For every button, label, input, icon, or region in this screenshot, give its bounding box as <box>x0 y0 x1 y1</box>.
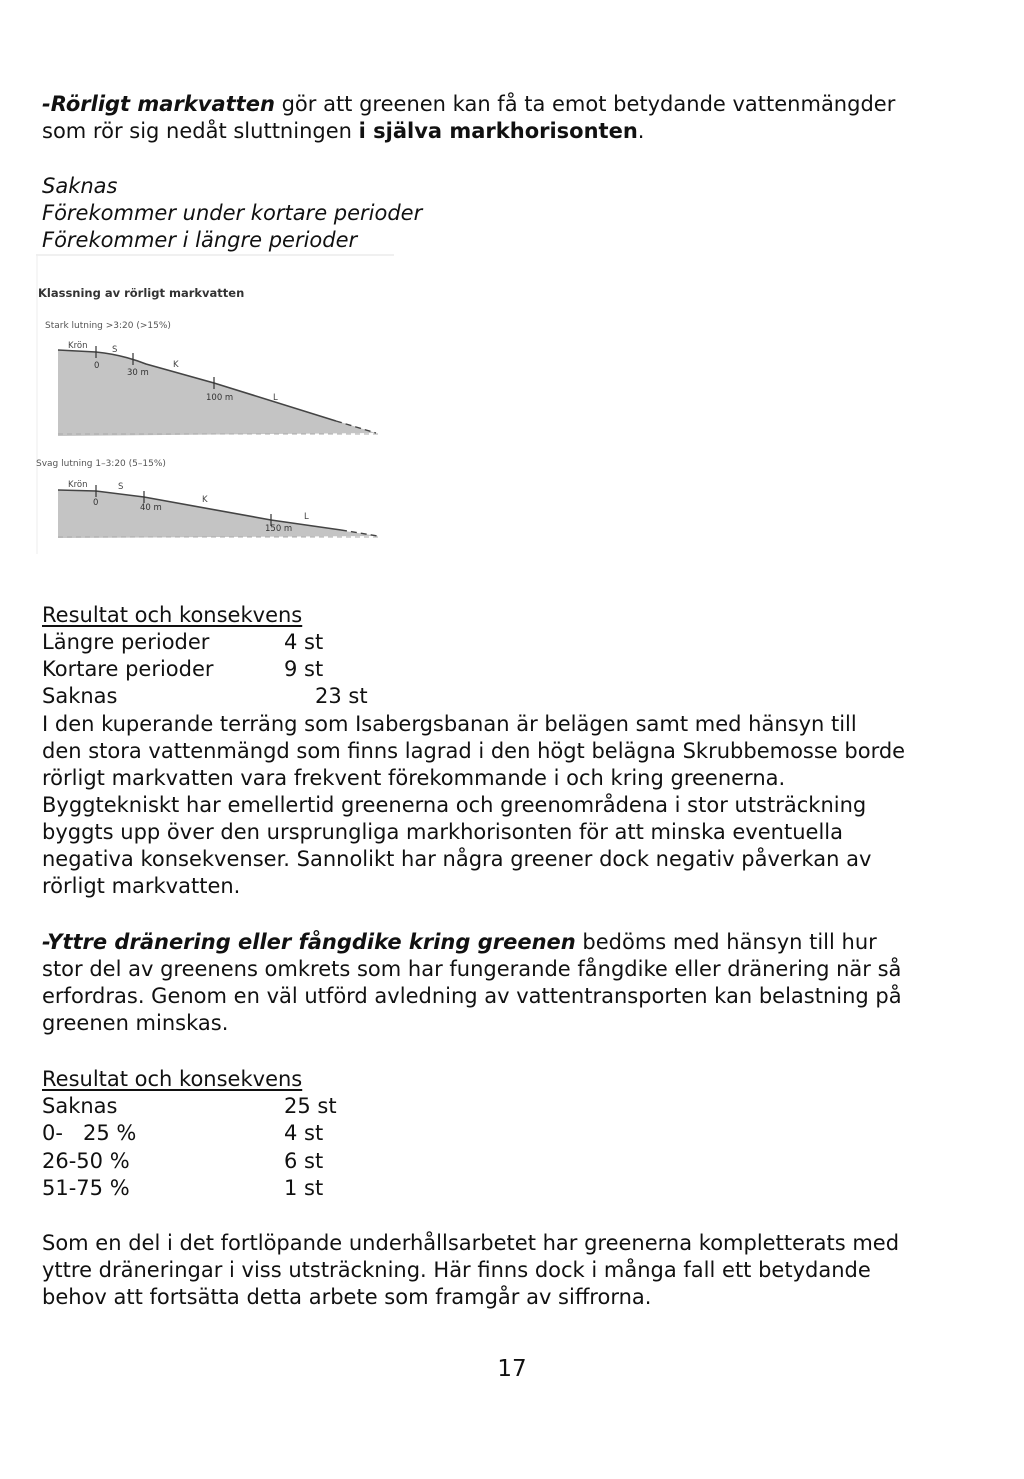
section2-line1-text: bedöms med hänsyn till hur <box>575 930 877 954</box>
result2-heading: Resultat och konsekvens <box>42 1067 303 1091</box>
result2-row-value: 1 st <box>284 1176 324 1200</box>
panel1-s: S <box>112 345 118 355</box>
section1-heading: -Rörligt markvatten <box>42 92 275 116</box>
section2-heading: -Yttre dränering eller fångdike kring greenen <box>42 930 576 954</box>
section2-line: greenen minskas. <box>42 1011 229 1035</box>
panel1-caption: Stark lutning >3:20 (>15%) <box>45 321 171 331</box>
result1-row-label: Längre perioder <box>42 630 210 654</box>
figure-svg <box>36 254 394 554</box>
option-saknas: Saknas <box>42 174 118 198</box>
section1-line2-text: som rör sig nedåt sluttningen <box>42 119 359 143</box>
section2-line: erfordras. Genom en väl utförd avledning av vattentransporten kan belastning på <box>42 984 902 1008</box>
panel1-zero: 0 <box>94 361 100 371</box>
section2-line: stor del av greenens omkrets som har fungerande fångdike eller dränering när så <box>42 957 902 981</box>
result1-heading: Resultat och konsekvens <box>42 603 303 627</box>
section1-line2-bold: i själva markhorisonten <box>358 119 638 143</box>
option-kortare: Förekommer under kortare perioder <box>42 201 423 225</box>
result1-paragraph-line: I den kuperande terräng som Isabergsbanan är belägen samt med hänsyn till <box>42 712 857 736</box>
result2-row-label: Saknas <box>42 1094 118 1118</box>
result2-row-label: 0- 25 % <box>42 1121 137 1145</box>
section1-line1-text: gör att greenen kan få ta emot betydande vattenmängder <box>274 92 896 116</box>
result1-paragraph-line: negativa konsekvenser. Sannolikt har några greener dock negativ påverkan av <box>42 847 872 871</box>
result2-row-value: 25 st <box>284 1094 337 1118</box>
page-number: 17 <box>497 1356 527 1382</box>
panel2-caption: Svag lutning 1–3:20 (5–15%) <box>36 459 166 469</box>
panel2-m1: 40 m <box>140 503 162 513</box>
result2-row-label: 26-50 % <box>42 1149 130 1173</box>
panel2-kron: Krön <box>68 480 88 490</box>
option-langre: Förekommer i längre perioder <box>42 228 358 252</box>
closing-line: yttre dräneringar i viss utsträckning. Här finns dock i många fall ett betydande <box>42 1258 871 1282</box>
panel1-k: K <box>173 360 179 370</box>
result1-paragraph-line: Byggtekniskt har emellertid greenerna och greenområdena i stor utsträckning <box>42 793 867 817</box>
result1-paragraph-line: rörligt markvatten. <box>42 874 241 898</box>
section1-line1 <box>42 91 895 118</box>
result1-row-label: Kortare perioder <box>42 657 214 681</box>
result1-row-value: 23 st <box>315 684 368 708</box>
slope-classification-figure <box>36 254 394 554</box>
closing-line: Som en del i det fortlöpande underhållsarbetet har greenerna kompletterats med <box>42 1231 900 1255</box>
panel2-zero: 0 <box>93 498 99 508</box>
panel1-m2: 100 m <box>206 393 234 403</box>
result1-paragraph-line: den stora vattenmängd som finns lagrad i den högt belägna Skrubbemosse borde <box>42 739 906 763</box>
result1-row-value: 9 st <box>284 657 324 681</box>
panel2-k: K <box>202 495 208 505</box>
result2-row-value: 4 st <box>284 1121 324 1145</box>
closing-line: behov att fortsätta detta arbete som framgår av siffrorna. <box>42 1285 652 1309</box>
result2-row-label: 51-75 % <box>42 1176 130 1200</box>
section2-line1 <box>42 929 877 956</box>
result1-row-label: Saknas <box>42 684 118 708</box>
section1-line2 <box>42 118 644 145</box>
result1-paragraph-line: byggts upp över den ursprungliga markhorisonten för att minska eventuella <box>42 820 843 844</box>
panel1-m1: 30 m <box>127 368 149 378</box>
panel1-kron: Krön <box>68 341 88 351</box>
panel2-l: L <box>304 512 309 522</box>
panel1-l: L <box>273 393 278 403</box>
result1-row-value: 4 st <box>284 630 324 654</box>
result1-paragraph-line: rörligt markvatten vara frekvent förekommande i och kring greenerna. <box>42 766 786 790</box>
panel2-m2: 150 m <box>265 524 293 534</box>
section1-line2-end: . <box>637 119 645 143</box>
figure-title: Klassning av rörligt markvatten <box>38 286 245 300</box>
result2-row-value: 6 st <box>284 1149 324 1173</box>
panel2-s: S <box>118 482 124 492</box>
